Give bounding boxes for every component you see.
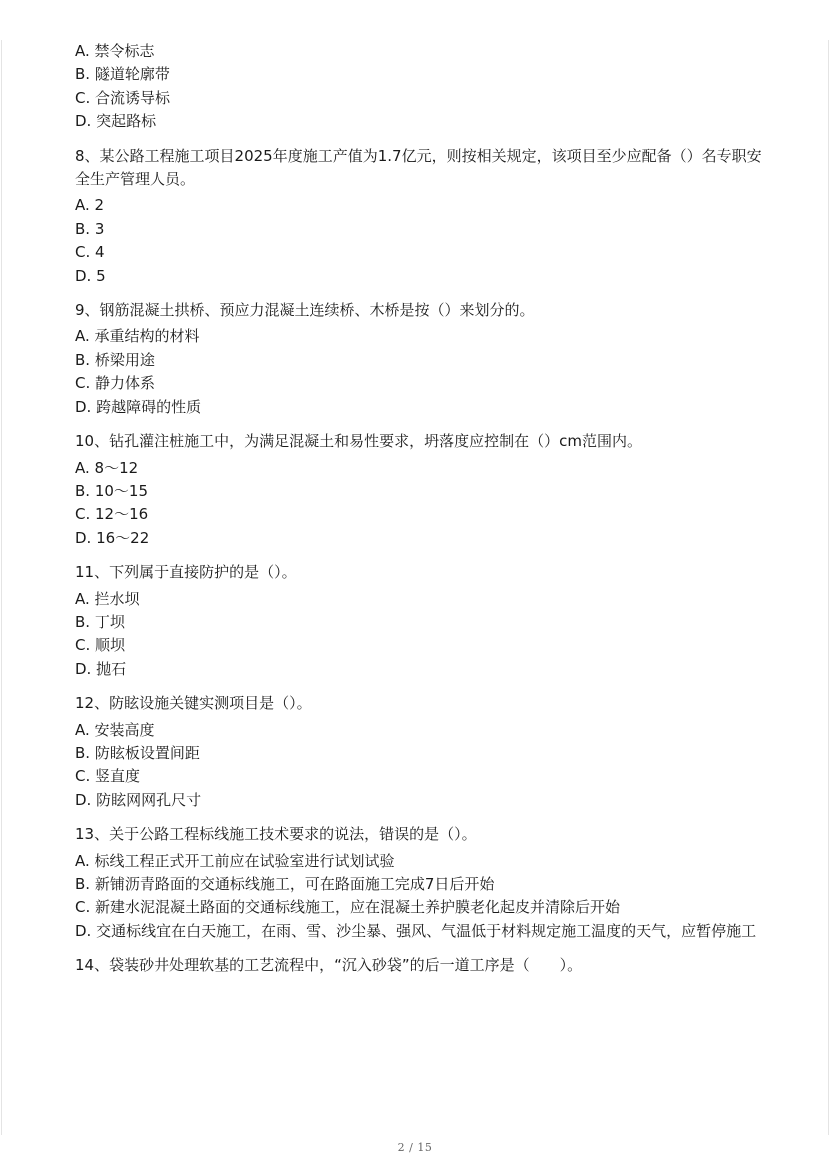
option-b: B. 10～15 xyxy=(75,481,149,500)
option-c: C. 12～16 xyxy=(75,505,149,524)
option-c: C. 顺坝 xyxy=(75,636,126,655)
option-a: A. 承重结构的材料 xyxy=(75,327,200,346)
option-c: C. 新建水泥混凝土路面的交通标线施工，应在混凝土养护膜老化起皮并清除后开始 xyxy=(75,898,621,917)
page-edge-right xyxy=(828,40,829,1135)
question-stem: 11、下列属于直接防护的是（）。 xyxy=(75,563,297,582)
option-a: A. 拦水坝 xyxy=(75,589,140,608)
question-14 xyxy=(75,954,765,977)
question-13 xyxy=(75,823,765,943)
option-b: B. 丁坝 xyxy=(75,612,125,631)
option-b: B. 新铺沥青路面的交通标线施工，可在路面施工完成7日后开始 xyxy=(75,875,495,893)
option-b: B. 桥梁用途 xyxy=(75,350,155,369)
option-d: D. 突起路标 xyxy=(75,112,157,131)
option-d: D. 抛石 xyxy=(75,659,127,678)
option-c: C. 竖直度 xyxy=(75,767,141,786)
option-d: D. 5 xyxy=(75,266,106,285)
option-d: D. 防眩网网孔尺寸 xyxy=(75,790,202,809)
question-content xyxy=(75,40,765,981)
question-stem: 8、某公路工程施工项目2025年度施工产值为1.7亿元，则按相关规定，该项目至少应配备（）名专职安全生产管理人员。 xyxy=(75,146,762,189)
option-c: C. 合流诱导标 xyxy=(75,88,171,107)
question-12 xyxy=(75,692,765,812)
option-c: C. 4 xyxy=(75,243,105,262)
question-8 xyxy=(75,145,765,288)
option-b: B. 3 xyxy=(75,219,105,238)
option-d: D. 交通标线宜在白天施工，在雨、雪、沙尘暴、强风、气温低于材料规定施工温度的天气，应暂停施工 xyxy=(75,921,757,940)
question-7-options xyxy=(75,40,765,134)
option-a: A. 8～12 xyxy=(75,458,139,477)
option-c: C. 静力体系 xyxy=(75,374,156,393)
option-b: B. 防眩板设置间距 xyxy=(75,743,200,762)
question-11 xyxy=(75,561,765,681)
question-9 xyxy=(75,299,765,419)
option-a: A. 2 xyxy=(75,196,105,215)
option-d: D. 跨越障碍的性质 xyxy=(75,397,202,416)
question-10 xyxy=(75,430,765,550)
page-edge-left xyxy=(1,40,2,1135)
option-a: A. 禁令标志 xyxy=(75,42,155,60)
question-stem: 13、关于公路工程标线施工技术要求的说法，错误的是（）。 xyxy=(75,825,477,844)
question-stem: 9、钢筋混凝土拱桥、预应力混凝土连续桥、木桥是按（）来划分的。 xyxy=(75,301,535,320)
page-indicator: 2 / 15 xyxy=(397,1141,433,1154)
option-d: D. 16～22 xyxy=(75,528,150,547)
question-stem: 14、袋装砂井处理软基的工艺流程中，“沉入砂袋”的后一道工序是（ ）。 xyxy=(75,956,583,975)
question-stem: 10、钻孔灌注桩施工中，为满足混凝土和易性要求，坍落度应控制在（）cm范围内。 xyxy=(75,432,642,451)
question-stem: 12、防眩设施关键实测项目是（）。 xyxy=(75,694,312,713)
option-a: A. 标线工程正式开工前应在试验室进行试划试验 xyxy=(75,851,395,870)
option-b: B. 隧道轮廓带 xyxy=(75,65,170,84)
option-a: A. 安装高度 xyxy=(75,720,155,739)
